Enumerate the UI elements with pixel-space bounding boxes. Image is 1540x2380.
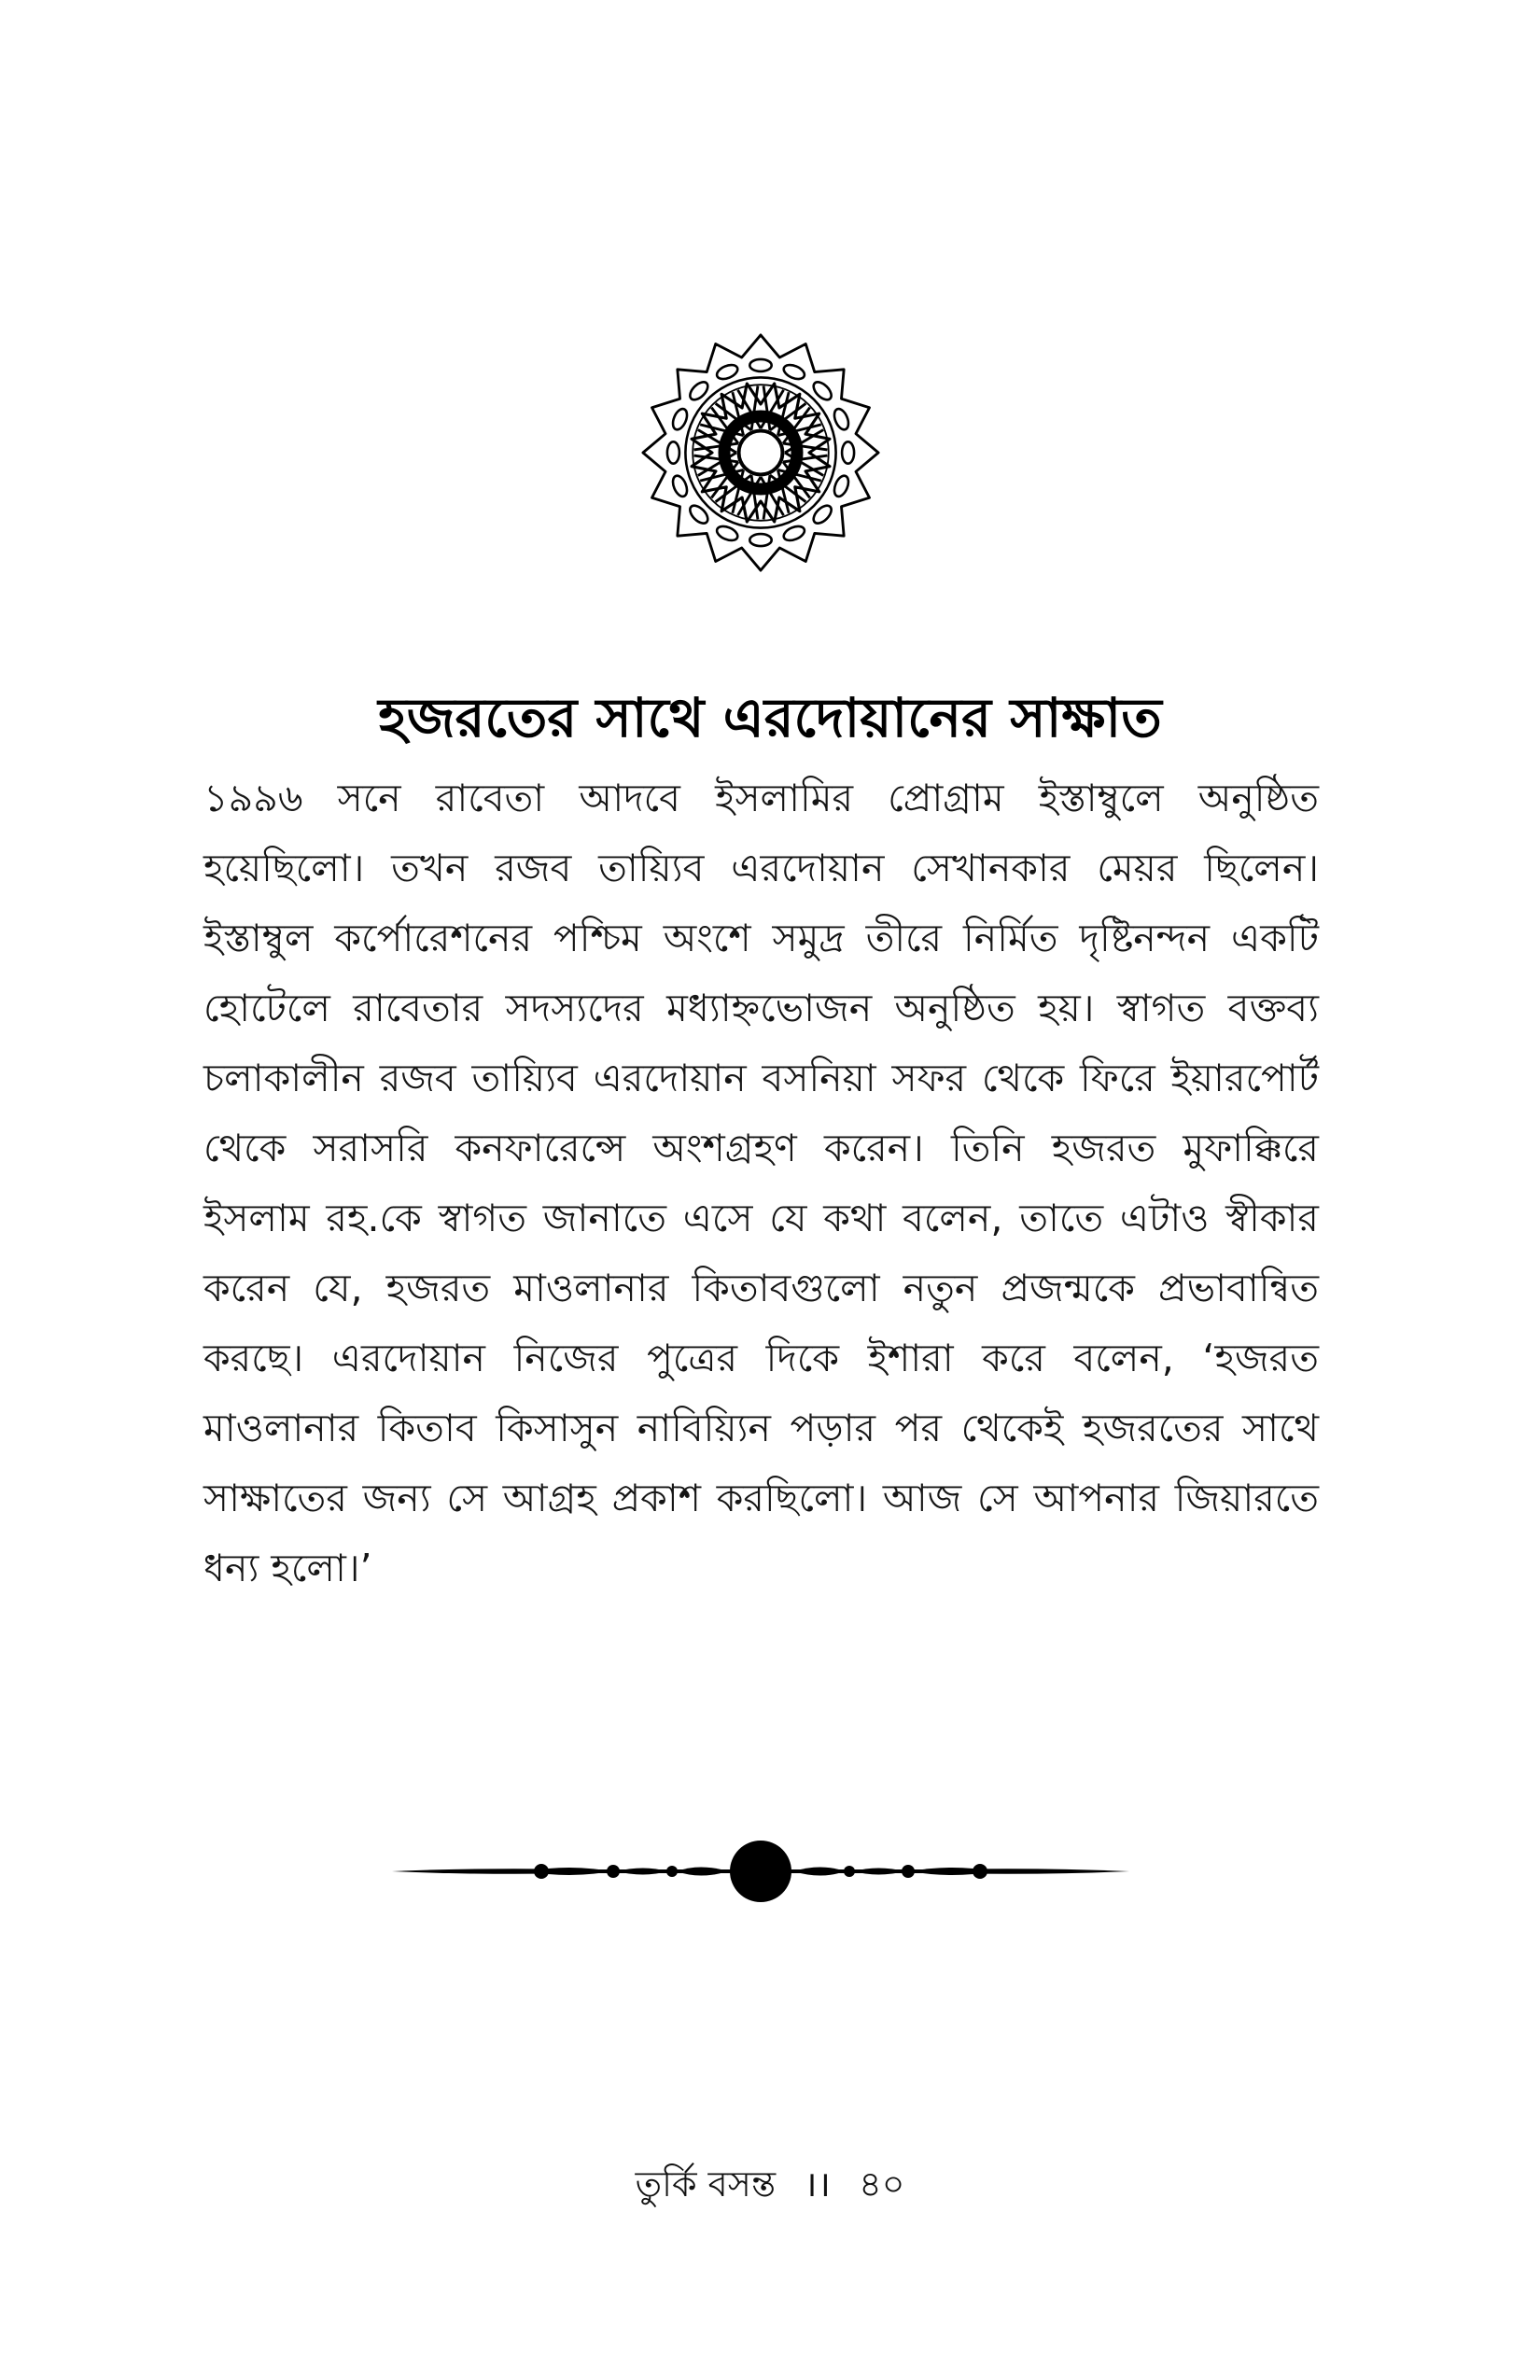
footer-separator: ।। bbox=[804, 2163, 831, 2205]
rosette-ornament-icon bbox=[639, 331, 882, 574]
book-title: তুর্কি বসন্ত bbox=[635, 2163, 777, 2205]
page-footer bbox=[0, 2156, 1540, 2212]
page-number: ৪০ bbox=[859, 2163, 905, 2205]
divider-flourish-icon bbox=[387, 1834, 1134, 1909]
body-paragraph: ১৯৯৬ সনে রাবেতা আদবে ইসলামির প্রোগ্রাম ইস্তাম্বুলে অনুষ্ঠিত হয়েছিলো। তখন রজব তায়্যিব এরদোয়ান সেখানকার মেয়র ছিলেন। ইস্তাম্বুল কর্পোরেশনের পশ্চিম অংশে সমুদ্র তীরে নির্মিত দৃষ্টিনন্দন একটি হোটেলে রাবেতার সদস্যদের মধ্যাহ্নভোজন অনুষ্ঠিত হয়। স্বাগত বক্তব্য চলাকালীন রজব তায়্যিব এরদোয়ান বসনিয়া সফর থেকে ফিরে ইয়ারপোর্ট থেকে সরাসরি কনফারেন্সে অংশগ্রহণ করেন। তিনি হজরত মুফাক্কিরে ইসলাম রহ.কে স্বাগত জানাতে এসে যে কথা বলেন, তাতে এটাও স্বীকার করেন যে, হজরত মাওলানার কিতাবগুলো নতুন প্রজন্মকে প্রভাবান্বিত করছে। এরদোয়ান নিজের পুত্রের দিকে ইশারা করে বলেন, ‘হজরত মাওলানার কিতাব কিসাসুন নাবিয়্যিন পড়ার পর থেকেই হজরতের সাথে সাক্ষাতের জন্য সে আগ্রহ প্রকাশ করছিলো। আজ সে আপনার জিয়ারতে ধন্য হলো।’ bbox=[203, 776, 1319, 1590]
chapter-title: হজরতের সাথে এরদোয়ানের সাক্ষাত bbox=[378, 685, 1162, 749]
